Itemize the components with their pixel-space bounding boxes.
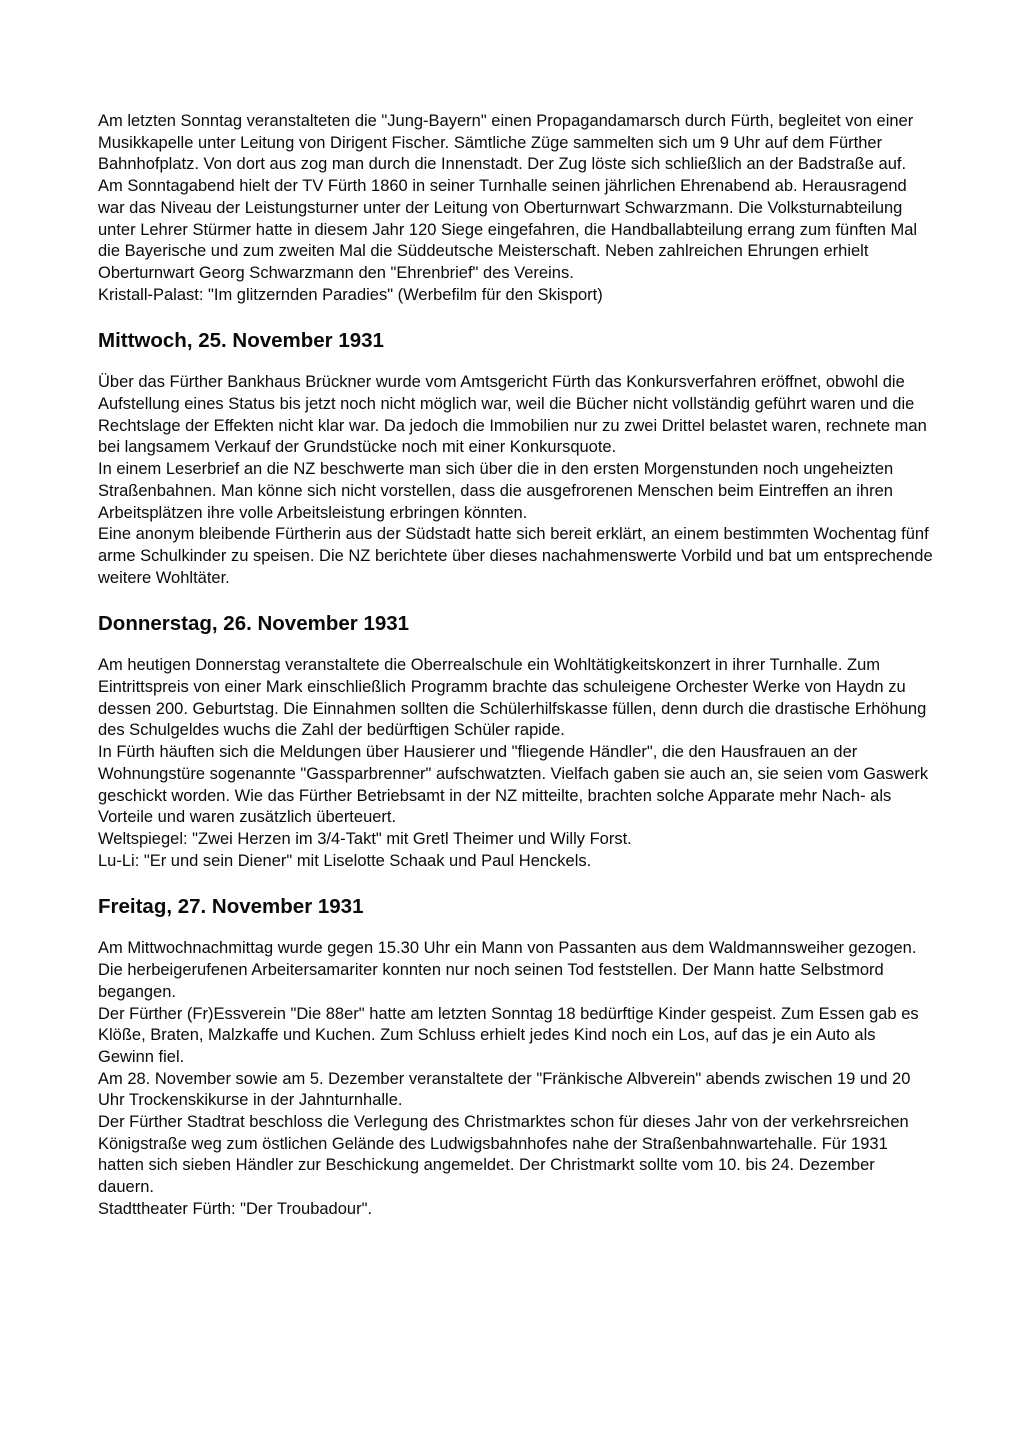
paragraph: In Fürth häuften sich die Meldungen über Hausierer und "fliegende Händler", die den Hausfrauen an der Wohnungstüre sogenannte "Gassparbrenner" aufschwatzten. Vielfach gaben sie auch an, sie seien vom Gaswerk geschickt worden. Wie das Fürther Betriebsamt in der NZ mitteilte, brachten solche Apparate mehr Nach- als Vorteile und waren zusätzlich überteuert. <box>98 743 929 827</box>
paragraph: Am Mittwochnachmittag wurde gegen 15.30 Uhr ein Mann von Passanten aus dem Waldmannsweiher gezogen. Die herbeigerufenen Arbeitersamariter konnten nur noch seinen Tod feststellen. Der Mann hatte Selbstmord begangen. <box>98 939 917 1001</box>
paragraph: Kristall-Palast: "Im glitzernden Paradies" (Werbefilm für den Skisport) <box>98 285 603 304</box>
paragraph: Der Fürther (Fr)Essverein "Die 88er" hatte am letzten Sonntag 18 bedürftige Kinder gespeist. Zum Essen gab es Klöße, Braten, Malzkaffe und Kuchen. Zum Schluss erhielt jedes Kind noch ein Los, auf das je ein Auto als Gewinn fiel. <box>98 1004 919 1066</box>
paragraph: Der Fürther Stadtrat beschloss die Verlegung des Christmarktes schon für dieses Jahr von der verkehrsreichen Königstraße weg zum östlichen Gelände des Ludwigsbahnhofes nahe der Straßenbahnwartehalle. Für 1931 hatten sich sieben Händler zur Beschickung angemeldet. Der Christmarkt sollte vom 10. bis 24. Dezember dauern. <box>98 1113 909 1197</box>
document-content <box>98 111 934 1221</box>
section-thursday-26-november-1931 <box>98 611 934 872</box>
paragraph: Eine anonym bleibende Fürtherin aus der Südstadt hatte sich bereit erklärt, an einem bestimmten Wochentag fünf arme Schulkinder zu speisen. Die NZ berichtete über dieses nachahmenswerte Vorbild und bat um entsprechende weitere Wohltäter. <box>98 525 933 587</box>
paragraph: Weltspiegel: "Zwei Herzen im 3/4-Takt" mit Gretl Theimer und Willy Forst. <box>98 829 632 848</box>
section-heading: Donnerstag, 26. November 1931 <box>98 612 410 636</box>
paragraph: Stadttheater Fürth: "Der Troubadour". <box>98 1199 373 1218</box>
section-intro <box>98 111 934 306</box>
paragraph: Am heutigen Donnerstag veranstaltete die Oberrealschule ein Wohltätigkeitskonzert in ihrer Turnhalle. Zum Eintrittspreis von einer Mark einschließlich Programm brachte das schuleigene Orchester Werke von Haydn zu dessen 200. Geburtstag. Die Einnahmen sollten die Schülerhilfskasse füllen, denn durch die drastische Erhöhung des Schulgeldes wuchs die Zahl der bedürftigen Schüler rapide. <box>98 656 927 740</box>
paragraph: Am letzten Sonntag veranstalteten die "Jung-Bayern" einen Propagandamarsch durch Fürth, begleitet von einer Musikkapelle unter Leitung von Dirigent Fischer. Sämtliche Züge sammelten sich um 9 Uhr auf dem Fürther Bahnhofplatz. Von dort aus zog man durch die Innenstadt. Der Zug löste sich schließlich an der Badstraße auf. <box>98 112 914 174</box>
paragraph: Am Sonntagabend hielt der TV Fürth 1860 in seiner Turnhalle seinen jährlichen Ehrenabend ab. Herausragend war das Niveau der Leistungsturner unter der Leitung von Oberturnwart Schwarzmann. Die Volksturnabteilung unter Lehrer Stürmer hatte in diesem Jahr 120 Siege eingefahren, die Handballabteilung errang zum fünften Mal die Bayerische und zum zweiten Mal die Süddeutsche Meisterschaft. Neben zahlreichen Ehrungen erhielt Oberturnwart Georg Schwarzmann den "Ehrenbrief" des Vereins. <box>98 177 918 282</box>
paragraph: In einem Leserbrief an die NZ beschwerte man sich über die in den ersten Morgenstunden noch ungeheizten Straßenbahnen. Man könne sich nicht vorstellen, dass die ausgefrorenen Menschen beim Eintreffen an ihren Arbeitsplätzen ihre volle Arbeitsleistung erbringen könnten. <box>98 460 894 522</box>
section-heading: Mittwoch, 25. November 1931 <box>98 329 384 353</box>
paragraph: Am 28. November sowie am 5. Dezember veranstaltete der "Fränkische Albverein" abends zwischen 19 und 20 Uhr Trockenskikurse in der Jahnturnhalle. <box>98 1069 911 1110</box>
section-friday-27-november-1931 <box>98 894 934 1220</box>
paragraph: Lu-Li: "Er und sein Diener" mit Liselotte Schaak und Paul Henckels. <box>98 851 592 870</box>
section-wednesday-25-november-1931 <box>98 328 934 589</box>
section-heading: Freitag, 27. November 1931 <box>98 895 364 919</box>
paragraph: Über das Fürther Bankhaus Brückner wurde vom Amtsgericht Fürth das Konkursverfahren eröffnet, obwohl die Aufstellung eines Status bis jetzt noch nicht möglich war, weil die Bücher nicht vollständig geführt waren und die Rechtslage der Effekten nicht klar war. Da jedoch die Immobilien nur zu zwei Drittel belastet waren, rechnete man bei langsamem Verkauf der Grundstücke noch mit einer Konkursquote. <box>98 373 927 457</box>
